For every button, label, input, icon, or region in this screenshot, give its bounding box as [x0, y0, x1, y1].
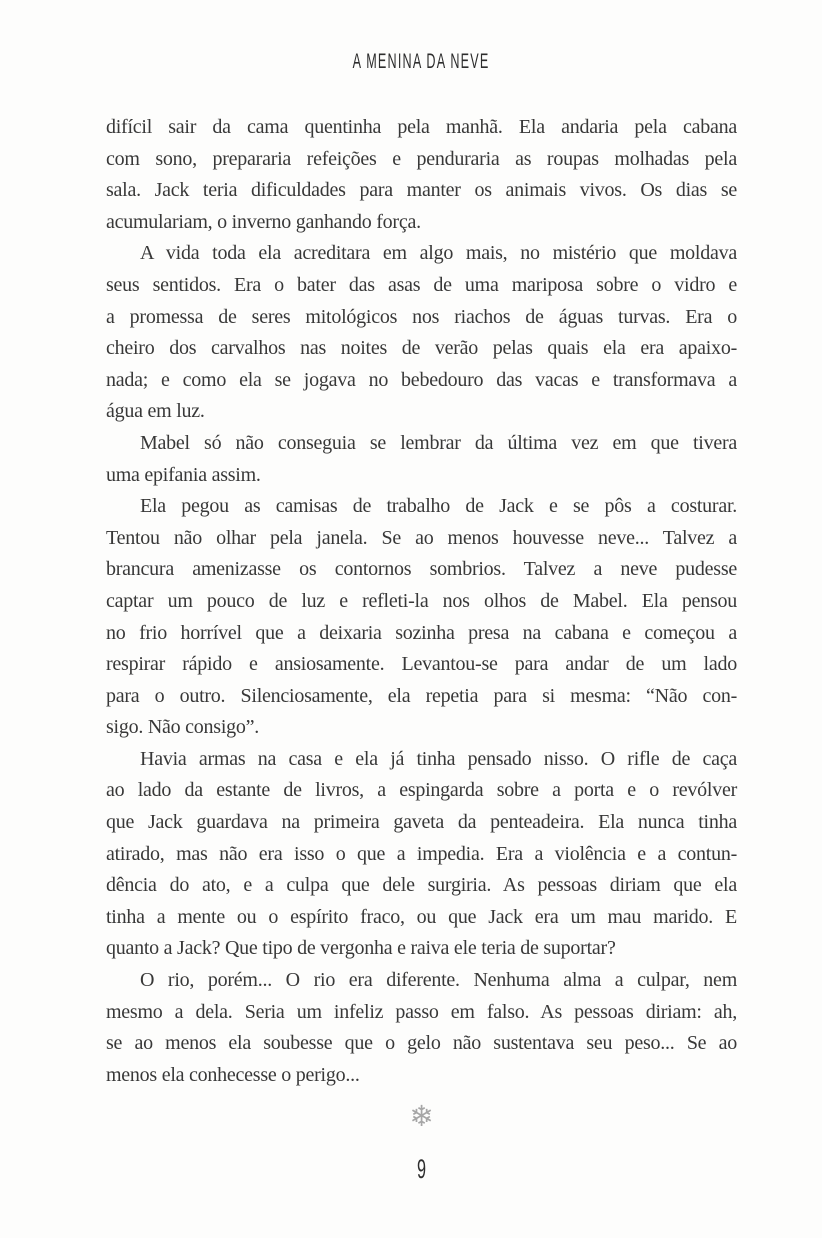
page-number: 9	[416, 1154, 427, 1184]
page-footer	[106, 1154, 737, 1189]
paragraph	[106, 491, 737, 744]
text-line: no frio horrível que a deixaria sozinha presa na cabana e começou a	[106, 621, 737, 644]
text-line: captar um pouco de luz e refleti-la nos olhos de Mabel. Ela pensou	[106, 589, 737, 612]
paragraph	[106, 112, 737, 238]
text-line: seus sentidos. Era o bater das asas de uma mariposa sobre o vidro e	[106, 273, 737, 296]
text-line: cheiro dos carvalhos nas noites de verão pelas quais ela era apaixo-	[106, 337, 737, 360]
text-line: difícil sair da cama quentinha pela manhã. Ela andaria pela cabana	[106, 116, 737, 138]
text-line: água em luz.	[106, 400, 205, 423]
text-line: A vida toda ela acreditara em algo mais, no mistério que moldava	[140, 242, 737, 265]
paragraph	[106, 965, 737, 1091]
text-line: acumulariam, o inverno ganhando força.	[106, 210, 421, 233]
text-line: atirado, mas não era isso o que a impedia. Era a violência e a contun-	[106, 842, 737, 865]
text-line: respirar rápido e ansiosamente. Levantou-se para andar de um lado	[106, 653, 737, 676]
text-line: menos ela conhecesse o perigo...	[106, 1063, 360, 1086]
text-line: Mabel só não conseguia se lembrar da última vez em que tivera	[140, 431, 737, 454]
text-line: brancura amenizasse os contornos sombrios. Talvez a neve pudesse	[106, 558, 737, 581]
snowflake-icon	[106, 1100, 737, 1132]
text-line: dência do ato, e a culpa que dele surgiria. As pessoas diriam que ela	[106, 874, 737, 897]
running-header	[106, 50, 737, 76]
text-line: mesmo a dela. Seria um infeliz passo em falso. As pessoas diriam: ah,	[106, 1000, 737, 1023]
text-line: ao lado da estante de livros, a espingarda sobre a porta e o revólver	[106, 779, 737, 802]
text-line: com sono, prepararia refeições e penduraria as roupas molhadas pela	[106, 147, 737, 170]
text-line: Tentou não olhar pela janela. Se ao menos houvesse neve... Talvez a	[106, 526, 737, 549]
text-line: sala. Jack teria dificuldades para manter os animais vivos. Os dias se	[106, 179, 737, 202]
paragraph	[106, 744, 737, 965]
text-line: uma epifania assim.	[106, 463, 261, 486]
text-line: O rio, porém... O rio era diferente. Nenhuma alma a culpar, nem	[140, 969, 737, 992]
text-line: Ela pegou as camisas de trabalho de Jack e se pôs a costurar.	[140, 495, 737, 518]
text-line: se ao menos ela soubesse que o gelo não sustentava seu peso... Se ao	[106, 1032, 737, 1055]
text-line: Havia armas na casa e ela já tinha pensado nisso. O rifle de caça	[140, 747, 737, 770]
text-line: nada; e como ela se jogava no bebedouro das vacas e transformava a	[106, 368, 737, 391]
paragraph	[106, 238, 737, 428]
text-line: sigo. Não consigo”.	[106, 716, 260, 739]
text-line: a promessa de seres mitológicos nos riachos de águas turvas. Era o	[106, 305, 737, 328]
chapter-title: A MENINA DA NEVE	[353, 50, 490, 73]
text-line: tinha a mente ou o espírito fraco, ou que Jack era um mau marido. E	[106, 905, 737, 928]
paragraph	[106, 428, 737, 491]
text-line: para o outro. Silenciosamente, ela repetia para si mesma: “Não con-	[106, 684, 737, 707]
text-line: que Jack guardava na primeira gaveta da penteadeira. Ela nunca tinha	[106, 811, 737, 834]
text-line: quanto a Jack? Que tipo de vergonha e raiva ele teria de suportar?	[106, 937, 616, 960]
snowflake-glyph: ❄	[409, 1099, 434, 1133]
body-text	[106, 112, 737, 1091]
